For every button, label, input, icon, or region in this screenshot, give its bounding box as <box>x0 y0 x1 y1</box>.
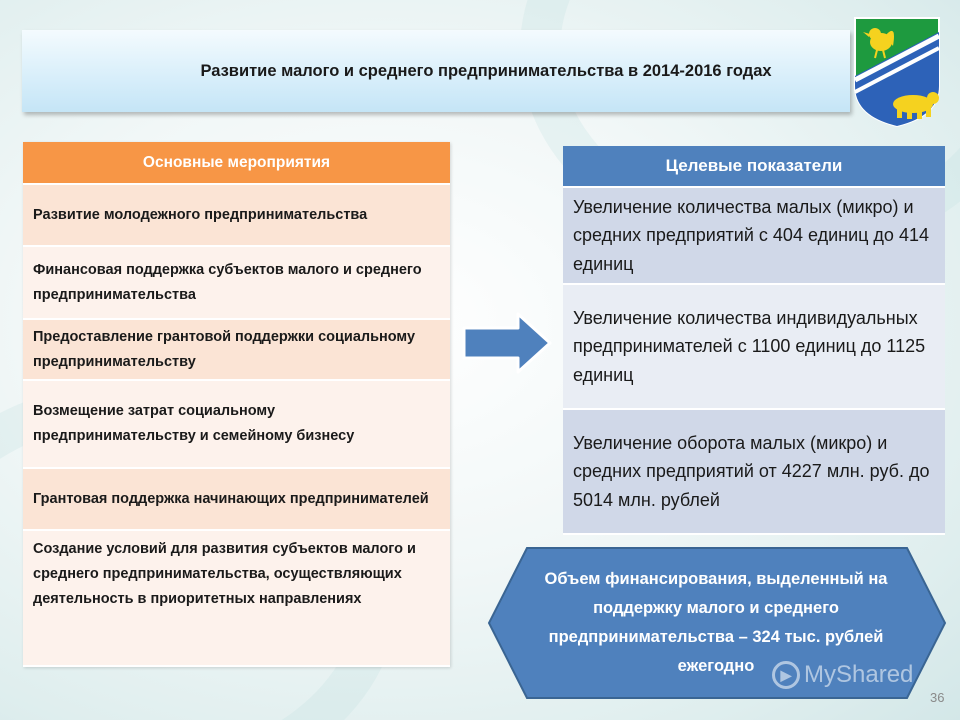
watermark <box>772 658 932 692</box>
activity-row: Создание условий для развития субъектов малого и среднего предпринимательства, осуществляющих деятельность в приоритетных направлениях <box>23 531 450 667</box>
watermark-text: MyShared <box>804 661 914 688</box>
page-number: 36 <box>930 690 945 705</box>
target-row: Увеличение оборота малых (микро) и средних предприятий от 4227 млн. руб. до 5014 млн. рублей <box>563 410 945 535</box>
activities-table <box>23 142 450 667</box>
coat-of-arms-icon <box>853 16 941 128</box>
targets-table <box>563 146 945 535</box>
activity-row: Развитие молодежного предпринимательства <box>23 185 450 247</box>
page-title: Развитие малого и среднего предпринимательства в 2014-2016 годах <box>200 61 772 80</box>
right-arrow-icon <box>462 312 552 374</box>
target-row: Увеличение количества индивидуальных предпринимателей с 1100 единиц до 1125 единиц <box>563 285 945 410</box>
activity-row: Грантовая поддержка начинающих предпринимателей <box>23 469 450 531</box>
activity-row: Возмещение затрат социальному предпринимательству и семейному бизнесу <box>23 381 450 469</box>
activity-row: Предоставление грантовой поддержки социальному предпринимательству <box>23 320 450 381</box>
targets-header: Целевые показатели <box>563 146 945 188</box>
activity-row: Финансовая поддержка субъектов малого и среднего предпринимательства <box>23 247 450 320</box>
title-bar <box>22 30 850 112</box>
funding-callout: Объем финансирования, выделенный на поддержку малого и среднего предпринимательства – 324 тыс. рублей ежегодно <box>544 570 888 675</box>
watermark-logo-icon: ▶ <box>772 661 800 689</box>
target-row: Увеличение количества малых (микро) и средних предприятий с 404 единиц до 414 единиц <box>563 188 945 285</box>
activities-header: Основные мероприятия <box>23 142 450 185</box>
